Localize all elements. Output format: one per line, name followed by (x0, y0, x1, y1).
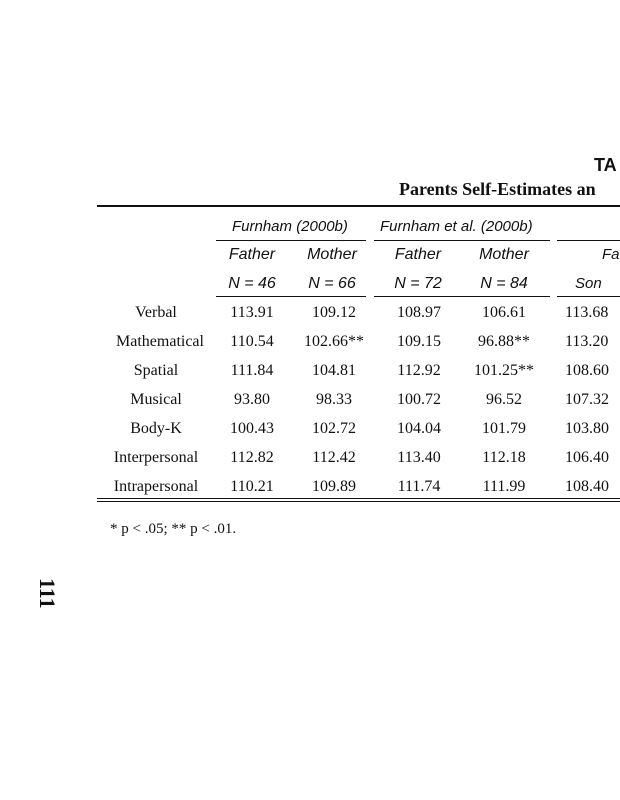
cell: 113.20 (565, 333, 609, 350)
col-head-mother-2: Mother (479, 246, 529, 263)
cell: 108.60 (565, 362, 609, 379)
cell: 109.12 (312, 304, 356, 321)
cell: 102.66** (304, 333, 364, 350)
cell: 109.15 (397, 333, 441, 350)
row-label: Body-K (130, 420, 182, 437)
n-head-2: N = 66 (308, 275, 356, 292)
row-label: Spatial (133, 362, 179, 379)
cell: 112.82 (230, 449, 274, 466)
col-head-father-2: Father (394, 246, 442, 263)
cell: 109.89 (312, 478, 356, 495)
cell: 100.43 (230, 420, 274, 437)
group-header-furnham-et-al-2000b: Furnham et al. (2000b) (380, 218, 533, 235)
n-head-son: Son (575, 275, 602, 292)
row-label: Mathematical (116, 333, 204, 350)
group-rule-1 (216, 240, 366, 241)
bottom-rule-2 (97, 501, 620, 502)
cell: 111.99 (482, 478, 526, 495)
group-header-furnham-2000b: Furnham (2000b) (232, 218, 348, 235)
col-head-fa: Fa (602, 246, 620, 263)
group-rule-2 (374, 240, 550, 241)
col-head-father-1: Father (228, 246, 276, 263)
cell: 112.92 (397, 362, 441, 379)
row-label: Verbal (135, 304, 177, 321)
row-label: Intrapersonal (113, 478, 199, 495)
row-label: Musical (130, 391, 182, 408)
cell: 96.52 (486, 391, 522, 408)
col-rule-2 (374, 296, 550, 297)
cell: 107.32 (565, 391, 609, 408)
cell: 111.84 (230, 362, 274, 379)
cell: 96.88** (478, 333, 530, 350)
col-head-mother-1: Mother (307, 246, 357, 263)
top-rule (97, 205, 620, 207)
cell: 113.68 (565, 304, 609, 321)
cell: 103.80 (565, 420, 609, 437)
n-head-3: N = 72 (394, 275, 442, 292)
bottom-rule-1 (97, 498, 620, 499)
cell: 108.97 (397, 304, 441, 321)
page-number: 111 (35, 578, 60, 609)
group-rule-3 (557, 240, 620, 241)
cell: 101.25** (474, 362, 534, 379)
cell: 101.79 (482, 420, 526, 437)
cell: 100.72 (397, 391, 441, 408)
cell: 112.42 (312, 449, 356, 466)
cell: 106.40 (565, 449, 609, 466)
cell: 98.33 (316, 391, 352, 408)
table-label: TA (594, 155, 617, 175)
cell: 112.18 (482, 449, 526, 466)
n-head-1: N = 46 (228, 275, 276, 292)
cell: 110.54 (230, 333, 274, 350)
n-head-4: N = 84 (480, 275, 528, 292)
cell: 93.80 (234, 391, 270, 408)
cell: 113.40 (397, 449, 441, 466)
cell: 110.21 (230, 478, 274, 495)
cell: 104.04 (397, 420, 441, 437)
cell: 102.72 (312, 420, 356, 437)
cell: 104.81 (312, 362, 356, 379)
row-label: Interpersonal (113, 449, 199, 466)
col-rule-3 (557, 296, 620, 297)
cell: 111.74 (397, 478, 441, 495)
cell: 106.61 (482, 304, 526, 321)
table-title: Parents Self-Estimates an (399, 179, 596, 199)
cell: 108.40 (565, 478, 609, 495)
footnote: * p < .05; ** p < .01. (110, 521, 237, 537)
col-rule-1 (216, 296, 366, 297)
cell: 113.91 (230, 304, 274, 321)
